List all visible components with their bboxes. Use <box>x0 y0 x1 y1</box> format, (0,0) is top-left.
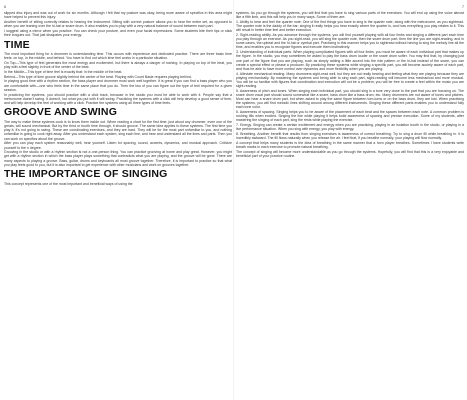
left-page <box>4 5 232 397</box>
benefit-item: 7. Energy. Singing can create a certain excitement and energy when you are practicing, playing in an isolation booth in the studio, or playing in a live performance situation. When you sing with energy, you play with energy. <box>236 123 464 132</box>
groove-paragraph: After you can play each system reasonably well, hear yourself. Listen for spacing, sound, accents, dynamics, and musical approach. Criticize yourself to the n degree. <box>4 141 232 150</box>
time-paragraph: In practicing the systems, you should practice with a click track, because in the studio you must be able to work with it. People say that a metronome doesn't swing. It doesn't, but what you put with it will swing. Practicing the systems with a click will help develop a good sense of time, and will help develop the feel of working with a click. Practice the systems using all three types of time feels. <box>4 92 232 105</box>
benefit-item: 6. Awareness of spacing. Singing helps you to be aware of the placement of each beat and the spaces between each note. A common problem is rushing fills when excited. Singing the line while playing it helps build awareness of spacing and precise execution. Some of my students, after mastering the singing of each part, sing the rests while playing the exercise. <box>236 110 464 123</box>
body-paragraph: A concept that helps many students is the idea of breathing in the same manner that a horn player breathes. Sometimes I have students write breath marks in each exercise to promote natural breathing. <box>236 141 464 150</box>
right-page-content <box>236 11 464 159</box>
left-page-content <box>4 11 232 187</box>
section-heading-time: TIME <box>4 38 30 51</box>
benefit-item: 8. Breathing. Another benefit that results from singing exercises is awareness of correct breathing. Try to sing a drum fill while breathing in. It is incredibly awkward. The fill flows naturally when you release the air. I feel that, if you breathe normally, your playing will flow normally. <box>236 132 464 141</box>
groove-paragraph: Grooving in the studio or with a rhythm section is not a one-person thing. You can practice grooving at home and play great. However, you might get with a rhythm section in which the bass player plays something that contradicts what you are playing, and the groove will be gone. There are many aspects to playing a groove. Bass, guitar, drums and keyboards all must groove together. Therefore, it is important to practice so that what you play feels good to you, but it is also important to get experience with other musicians and work on grooves together. <box>4 150 232 167</box>
benefit-item: 1. Ability to hear and feel the quarter note: One of the first things you have to sing is the quarter note, along with the metronome, as you sightread. The quarter note is the daddy of the bar; singing it really helps you hear exactly where the quarter is, and how everything you play relates to it. This will result in better time feel and better execution. <box>236 19 464 33</box>
time-paragraph: In the Middle—This type of time feel is exactly that: in the middle of the beat. <box>4 69 123 74</box>
benefit-item: 2. Sight-reading ability. As you advance through the systems, you will find yourself playing with all four limbs and singing a different part each time you play through an exercise. As you sight-read, you will sing the quarter note, then the snare drum part, then the line you are sight-reading, and in some cases, the upbeat and the hi-hat or cymbal part. Practicing in this manner helps you to sightread without having to sing the melody line all the time, and enables you to recognize figures and execute them instinctively. <box>236 32 464 50</box>
time-paragraph: On Top—This type of feel generates the most energy and excitement, but there is always a danger of rushing. In playing on top of the beat, you play with a feel slightly in front of the center of the beat. <box>4 61 232 70</box>
time-paragraph: The most important thing for a drummer is understanding time. This occurs with experience and dedicated practice. There are three basic time feels: on top, in the middle, and behind. You have to find out which time feel works in a particular situation. <box>4 52 232 61</box>
benefit-item: 5. Awareness of pitch and tones. When singing each individual part, you should sing in a tone very close to the part that you are focusing on. The snare drum vocal part should sound somewhat like a snare, bass drum like a bass drum, etc. Many drummers are not aware of tones and pitches. Most can hear a snare drum part, but when asked to play the same figure between tom-toms or on the bass drum, they are lost. When practicing the systems, you will find melodic lines shifting around among different instruments. Singing these different parts enables you to understand fully each tone color. <box>236 88 464 110</box>
body-paragraph: The concept of singing will become more understandable as you go through the systems. Hopefully, you will find that this is a very enjoyable and beneficial part of your practice routine. <box>236 149 464 159</box>
body-paragraph: systems. As you go through the systems, you will find that you have to sing various parts of the exercises. You will end up using the voice almost like a fifth limb, and this will help you in many ways. Some of them are: <box>236 11 464 20</box>
benefit-item: 4. Alleviate mechanical reading. Many drummers sight-read well, but they are not really hearing and feeling what they are playing because they are playing mechanically. By mastering the systems and being able to sing each part, sight-reading will become less mechanical and more musical. You will be so familiar with figures that coordination and execution will not be a problem; you will be free to create a feel within the music you are sight-reading. <box>236 71 464 89</box>
page-number-left: 6 <box>4 5 6 9</box>
page-number-right: 7 <box>462 5 464 9</box>
groove-paragraph: The way to make these systems cook is to know them inside out. When reading a chart for the first time, just about any drummer, even one of the greats, will sound mechanical. But by the third or fourth time through, it should groove. The same idea applies to these systems. The first time you play it, it's not going to swing. These are coordinating exercises, and they are hard. They will be for the most part unfamiliar to you, and nothing unfamiliar is going to cook right away. After you understand each system, sing each line, and hear and understand all the lines and parts. Then you can work on specifics about the groove. <box>4 119 232 141</box>
time-paragraph: Behind—This type of time groove slightly behind the center of the beat. Playing with Count Basie requires playing behind. <box>4 74 192 79</box>
right-page <box>236 5 464 397</box>
singing-paragraph: This concept represents one of the most important and beneficial ways of using the <box>4 181 133 186</box>
intro-paragraph: slipped disc injury and was out of work for six months. Although I felt that my posture was okay, being more aware of specifics in this area might have helped to prevent this injury. <box>4 11 232 20</box>
intro-paragraph: I suggest using a mirror when you practice. You can check your posture, and even your facial expressions. Some students bite their lips or stick their tongues out. That just dissipates your energy. <box>4 28 232 37</box>
benefit-item: 3. Understanding of individual parts. When playing complicated figures with all four limbs, you must be aware of each individual part that makes up the figure. In the studio, you may sometimes be asked to play the bass drum louder or the snare drum softer. You may find that, by changing just one part of the figure that you are playing, such as simply adding a little accent into the ride pattern or the hi-hat instead of the snare, you can create a special effect or please a producer. By practicing these systems while singing a specific part, you will become acutely aware of each part, and thus be able to have more control over dynamics and more flexibility when you are playing. <box>236 50 464 71</box>
time-paragraph: In playing good time with a rhythm section, the bass player and drummer must work well together. It is great if you can find a bass player who you are comfortable with—one who feels time in the same place that you do. Then the two of you can figure out the type of feel required for a given session. <box>4 79 232 92</box>
intro-paragraph: Another benefit of sitting correctly relates to hearing the instrument. Sitting with correct posture allows you to hear the entire set, as opposed to when you are leaning over the hi-hat or snare drum. It also enables you to play with a very natural balance of sound between each part. <box>4 19 232 29</box>
section-heading-singing: THE IMPORTANCE OF SINGING <box>4 168 168 181</box>
page-gutter <box>233 0 234 400</box>
section-heading-groove: GROOVE AND SWING <box>4 106 118 119</box>
